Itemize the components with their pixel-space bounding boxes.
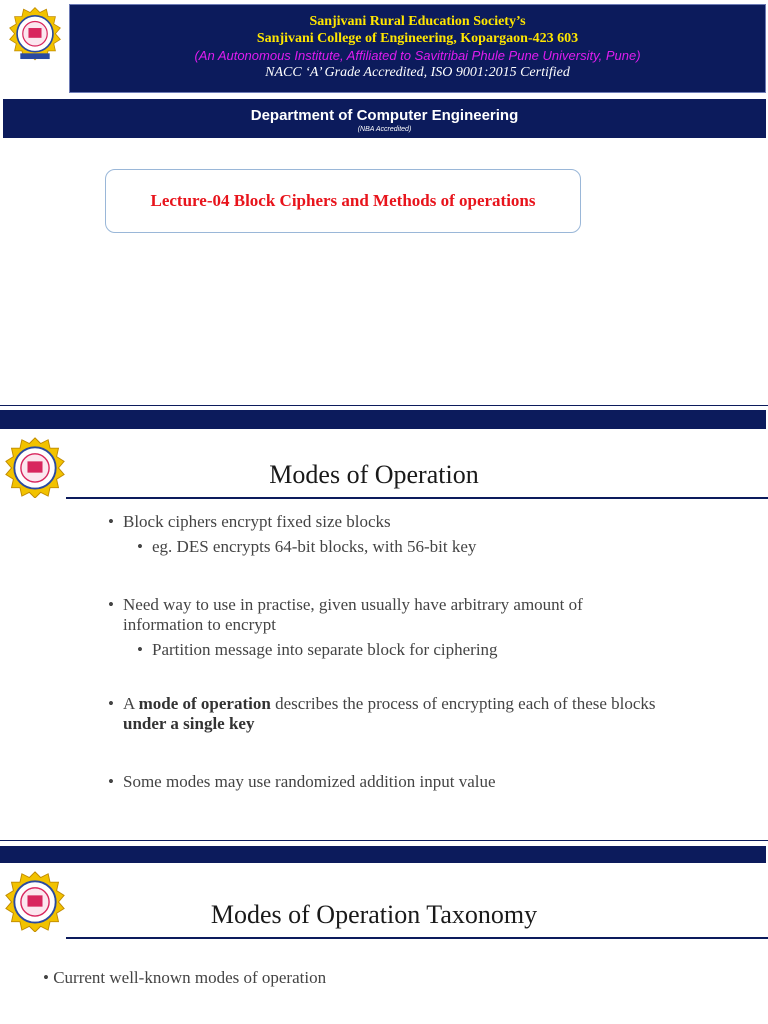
bullet-dot: • (137, 640, 143, 659)
bullet-block-size: Block ciphers encrypt fixed size blocks (123, 512, 391, 531)
department-subtitle: (NBA Accredited) (357, 126, 412, 133)
bullet-des-example: eg. DES encrypts 64-bit blocks, with 56-bit key (152, 537, 477, 556)
bullet-partition: Partition message into separate block for ciphering (152, 640, 498, 659)
slide3-top-bar (0, 846, 766, 863)
college-logo (4, 870, 66, 932)
bullet-dot: • (108, 595, 114, 614)
bullet-dot: • (43, 968, 49, 987)
bullet-mode-definition: A mode of operation describes the process of encrypting each of these blocks under a single key (123, 694, 656, 733)
department-title: Department of Computer Engineering (250, 107, 519, 124)
bold-mode-of-operation: mode of operation (138, 694, 271, 713)
slide-divider (0, 840, 768, 841)
lecture-title: Lecture-04 Block Ciphers and Methods of operations (150, 191, 536, 210)
accreditation-text: NACC ‘A’ Grade Accredited, ISO 9001:2015 Certified (265, 65, 570, 80)
bold-single-key: under a single key (123, 714, 255, 733)
slide2-title: Modes of Operation (269, 460, 479, 489)
bullet-current-modes: Current well-known modes of operation (53, 968, 327, 987)
title-underline (66, 937, 768, 939)
bullet-dot: • (108, 512, 114, 531)
slide3-title: Modes of Operation Taxonomy (210, 900, 538, 929)
affiliation-text: (An Autonomous Institute, Affiliated to Savitribai Phule Pune University, Pune) (194, 48, 641, 63)
slide3-bullets (43, 968, 743, 988)
bullet-randomized: Some modes may use randomized addition input value (123, 772, 496, 791)
college-name: Sanjivani College of Engineering, Kopargaon-423 603 (256, 31, 579, 46)
bullet-dot: • (137, 537, 143, 556)
bullet-practise: Need way to use in practise, given usually have arbitrary amount of information to encrypt (123, 595, 583, 634)
society-name: Sanjivani Rural Education Society’s (309, 14, 526, 29)
bullet-dot: • (108, 772, 114, 791)
bullet-dot: • (108, 694, 114, 713)
